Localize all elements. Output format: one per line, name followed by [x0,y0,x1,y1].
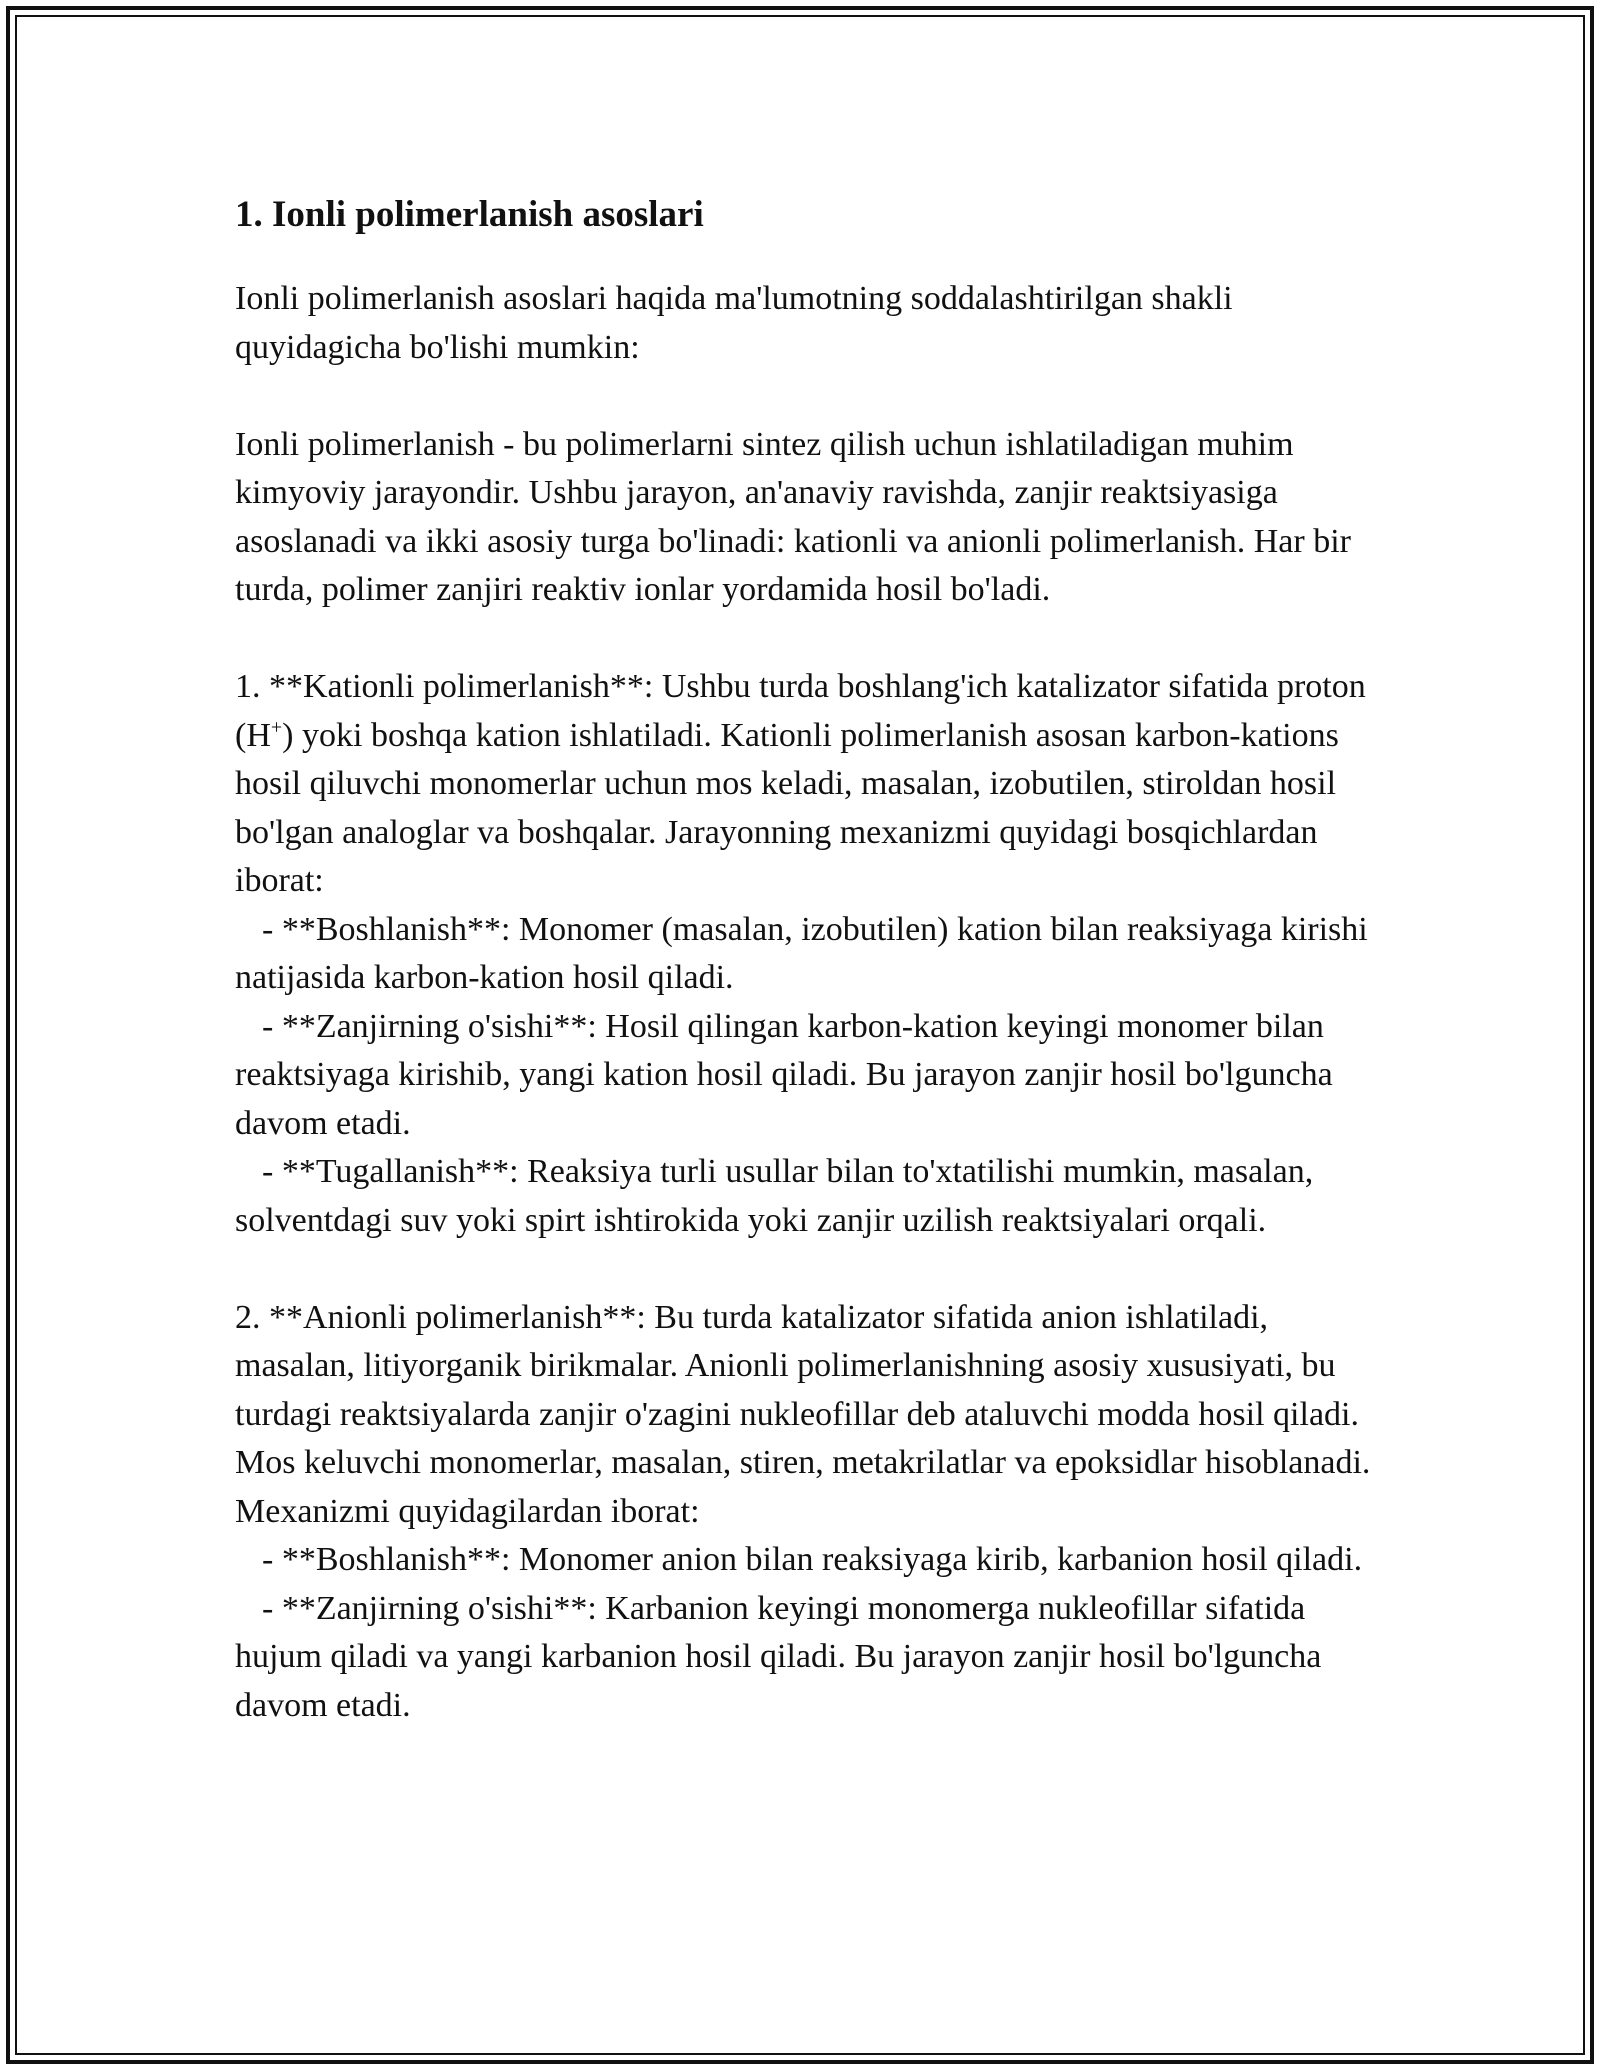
cationic-intro [235,663,1375,906]
proton-charge-superscript: + [270,716,283,739]
anionic-intro: 2. **Anionli polimerlanish**: Bu turda katalizator sifatida anion ishlatiladi, masalan, litiyorganik birikmalar. Anionli polimerlanishning asosiy xususiyati, bu turdagi reaktsiyalarda zanjir o'zagini nukleofillar deb ataluvchi modda hosil qiladi. Mos keluvchi monomerlar, masalan, stiren, metakrilatlar va epoksidlar hisoblanadi. Mexanizmi quyidagilardan iborat: [235,1298,1371,1530]
anionic-step-propagation [235,1585,1375,1731]
cationic-intro-part1: 1. **Kationli polimerlanish**: Ushbu turda boshlang'ich katalizator sifatida proton (H [235,668,1366,754]
cationic-step-termination [235,1148,1375,1245]
list-item: - **Tugallanish**: Reaksiya turli usullar bilan to'xtatilishi mumkin, masalan, solventdagi suv yoki spirt ishtirokida yoki zanjir uzilish reaktsiyalari orqali. [235,1153,1314,1239]
cationic-step-initiation [235,906,1375,1003]
anionic-step-initiation [235,1536,1375,1585]
cationic-intro-part2: ) yoki boshqa kation ishlatiladi. Kationli polimerlanish asosan karbon-kations hosil qiluvchi monomerlar uchun mos keladi, masalan, izobutilen, stiroldan hosil bo'lgan analoglar va boshqalar. Jarayonning mexanizmi quyidagi bosqichlardan iborat: [235,716,1339,899]
anionic-section [235,1294,1375,1731]
document-body [235,185,1375,1730]
list-item: - **Boshlanish**: Monomer (masalan, izobutilen) kation bilan reaksiyaga kirishi natijasida karbon-kation hosil qiladi. [235,910,1368,996]
list-item: - **Boshlanish**: Monomer anion bilan reaksiyaga kirib, karbanion hosil qiladi. [262,1541,1363,1578]
section-title: 1. Ionli polimerlanish asoslari [235,194,704,235]
list-item: - **Zanjirning o'sishi**: Karbanion keyingi monomerga nukleofillar sifatida hujum qiladi va yangi karbanion hosil qiladi. Bu jarayon zanjir hosil bo'lguncha davom etadi. [235,1589,1322,1724]
overview-paragraph: Ionli polimerlanish - bu polimerlarni sintez qilish uchun ishlatiladigan muhim kimyoviy jarayondir. Ushbu jarayon, an'anaviy ravishda, zanjir reaktsiyasiga asoslanadi va ikki asosiy turga bo'linadi: kationli va anionli polimerlanish. Har bir turda, polimer zanjiri reaktiv ionlar yordamida hosil bo'ladi. [235,425,1351,608]
list-item: - **Zanjirning o'sishi**: Hosil qilingan karbon-kation keyingi monomer bilan reaktsiyaga kirishib, yangi kation hosil qiladi. Bu jarayon zanjir hosil bo'lguncha davom etadi. [235,1007,1333,1142]
intro-paragraph: Ionli polimerlanish asoslari haqida ma'lumotning soddalashtirilgan shakli quyidagicha bo'lishi mumkin: [235,280,1233,366]
cationic-section [235,663,1375,1245]
cationic-step-propagation [235,1003,1375,1149]
